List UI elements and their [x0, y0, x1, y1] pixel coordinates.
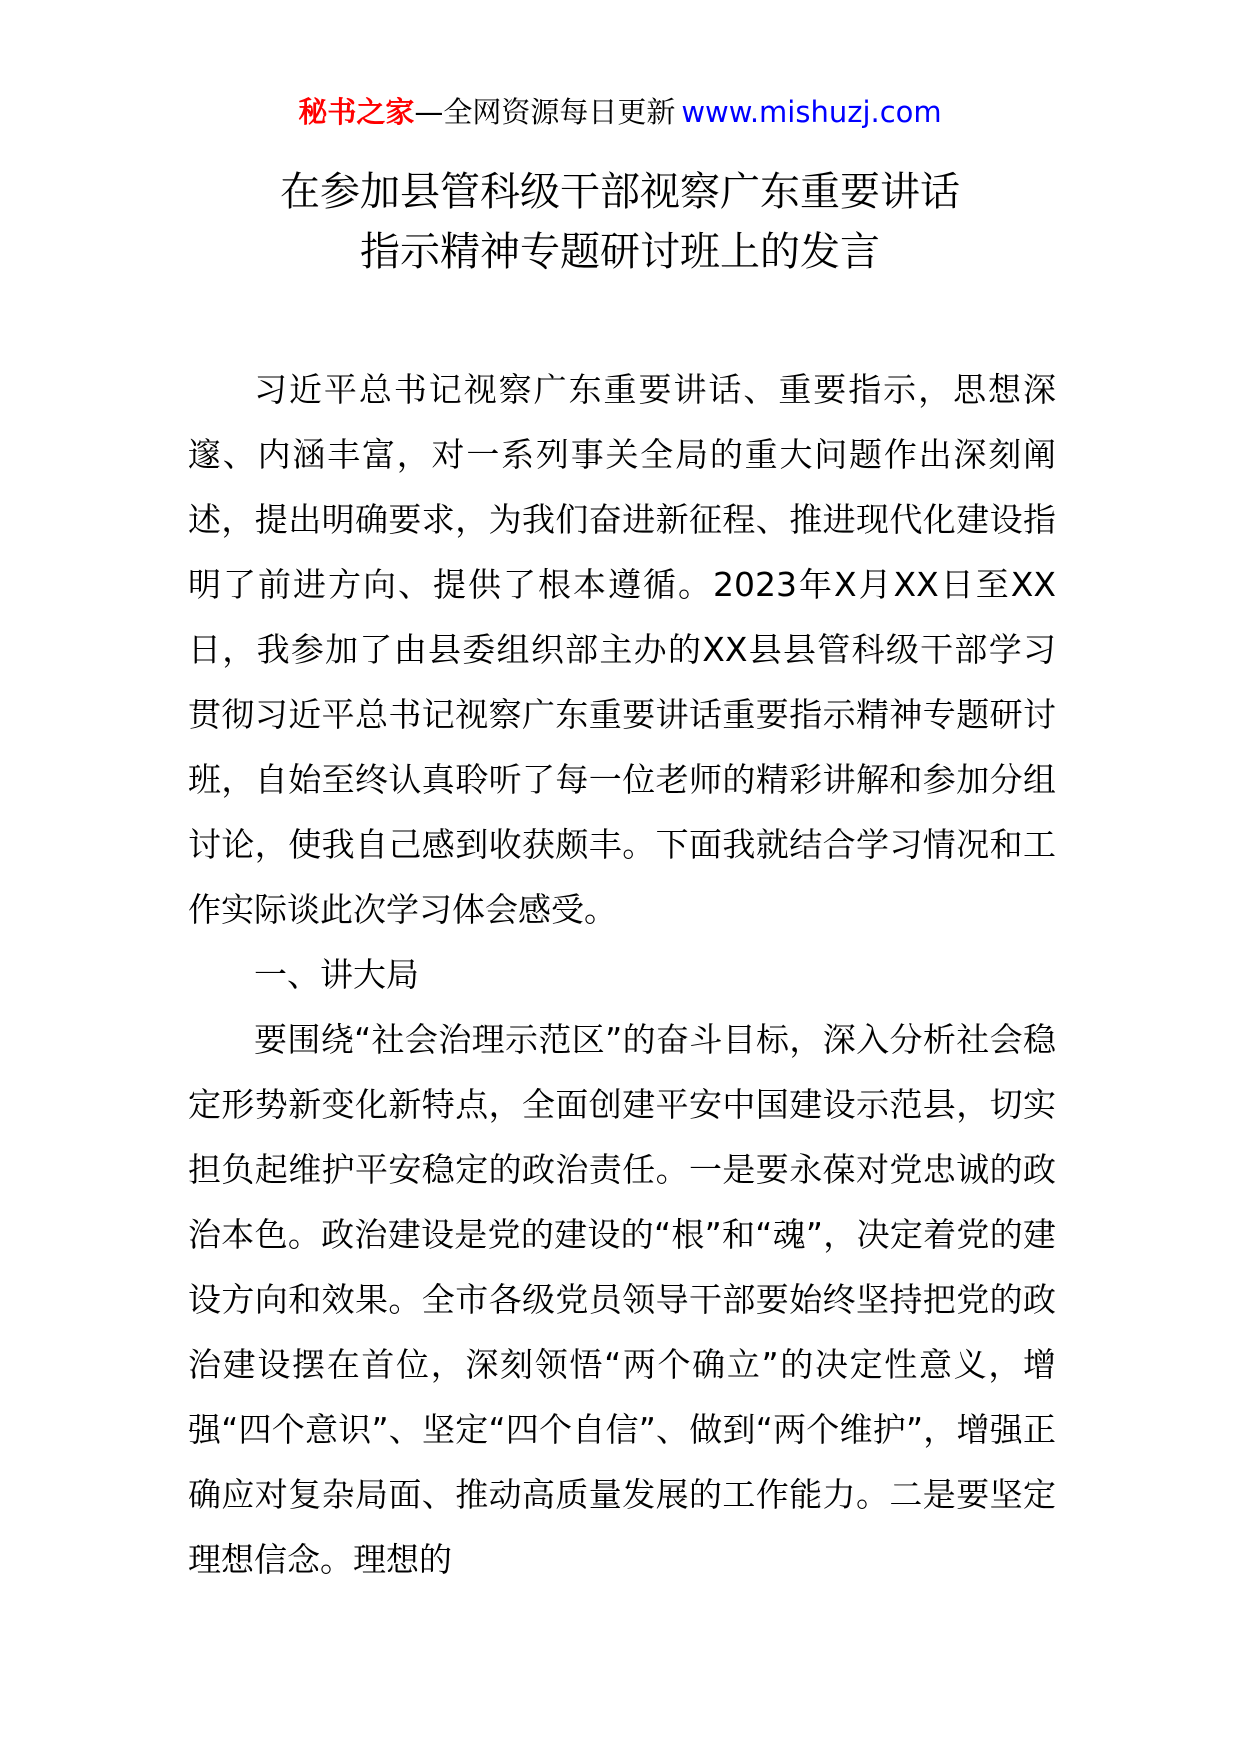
- site-brand: 秘书之家: [298, 95, 415, 129]
- title-line-2: 指示精神专题研讨班上的发言: [360, 229, 880, 275]
- title-line-1: 在参加县管科级干部视察广东重要讲话: [280, 169, 960, 215]
- paragraph-section-1: 要围绕“社会治理示范区”的奋斗目标，深入分析社会稳定形势新变化新特点，全面创建平安中国建设示范县，切实担负起维护平安稳定的政治责任。一是要永葆对党忠诚的政治本色。政治建设是党的建设的“根”和“魂”，决定着党的建设方向和效果。全市各级党员领导干部要始终坚持把党的政治建设摆在首位，深刻领悟“两个确立”的决定性意义，增强“四个意识”、坚定“四个自信”、做到“两个维护”，增强正确应对复杂局面、推动高质量发展的工作能力。二是要坚定理想信念。理想的: [188, 1020, 1056, 1579]
- header-dash: —: [414, 95, 444, 129]
- site-header: [0, 92, 1240, 132]
- site-url-link[interactable]: www.mishuzj.com: [681, 95, 942, 129]
- header-tagline: 全网资源每日更新: [443, 95, 676, 129]
- document-title: [0, 162, 1240, 282]
- section-heading: 一、讲大局: [254, 955, 419, 994]
- paragraph-intro: 习近平总书记视察广东重要讲话、重要指示，思想深邃、内涵丰富，对一系列事关全局的重大问题作出深刻阐述，提出明确要求，为我们奋进新征程、推进现代化建设指明了前进方向、提供了根本遵循。2023年X月XX日至XX日，我参加了由县委组织部主办的XX县县管科级干部学习贯彻习近平总书记视察广东重要讲话重要指示精神专题研讨班，自始至终认真聆听了每一位老师的精彩讲解和参加分组讨论，使我自己感到收获颇丰。下面我就结合学习情况和工作实际谈此次学习体会感受。: [188, 370, 1056, 929]
- document-body: [188, 357, 1056, 1592]
